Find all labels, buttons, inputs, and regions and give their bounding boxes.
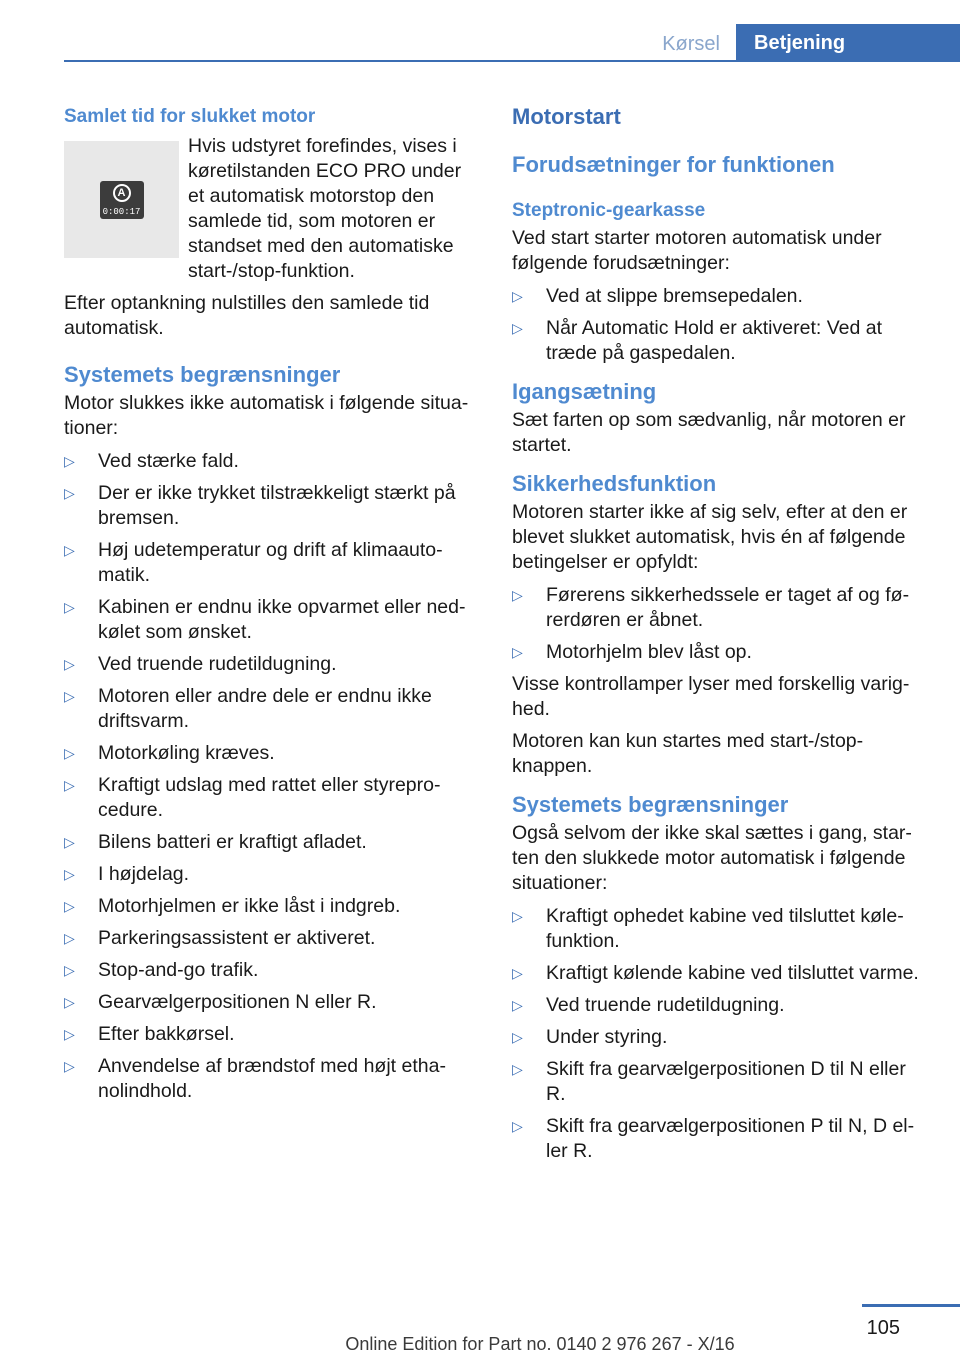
list-item (64, 449, 480, 474)
list-item (64, 652, 480, 677)
list-item (512, 1057, 928, 1107)
header-tab-korsel: Kørsel (662, 33, 720, 55)
heading-igangsaetning: Igangsætning (512, 379, 657, 404)
para-safety-2: Visse kontrollamper lyser med forskellig varighed. (512, 673, 910, 720)
para-total-1: Hvis udstyret forefindes, vises i køretilstanden ECO PRO under et automatisk motorstop den samlede tid, som motoren er standset med den automatiske start-/stop-funktion. (188, 135, 462, 282)
list-item (512, 583, 928, 633)
bullet-triangle-icon: ▷ (512, 644, 523, 660)
list-item-text: Motorkøling kræves. (98, 742, 275, 764)
list-item-text: Kabinen er endnu ikke opvarmet eller nedkølet som ønsket. (98, 596, 466, 643)
bullet-triangle-icon: ▷ (64, 1026, 75, 1042)
page-number: 105 (866, 1317, 900, 1339)
list-item-text: Kraftigt ophedet kabine ved tilsluttet kølefunktion. (546, 905, 904, 952)
bullet-triangle-icon: ▷ (64, 777, 75, 793)
bullet-triangle-icon: ▷ (512, 908, 523, 924)
bullet-triangle-icon: ▷ (64, 542, 75, 558)
list-item (64, 741, 480, 766)
bullet-triangle-icon: ▷ (512, 288, 523, 304)
list-item (64, 862, 480, 887)
bullet-triangle-icon: ▷ (64, 962, 75, 978)
para-safety-3: Motoren kan kun startes med start-/stop-knappen. (512, 730, 864, 777)
left-column (64, 100, 480, 1111)
icon-timer: 0:00:17 (102, 206, 141, 217)
bullet-triangle-icon: ▷ (64, 930, 75, 946)
list-item-text: Under styring. (546, 1026, 668, 1048)
list-item (64, 990, 480, 1015)
list-limits (64, 449, 480, 1104)
bullet-triangle-icon: ▷ (64, 453, 75, 469)
footer-rule (862, 1304, 960, 1307)
list-item-text: Gearvælgerpositionen N eller R. (98, 991, 377, 1013)
auto-start-stop-glyph-icon: A (113, 184, 131, 202)
bullet-triangle-icon: ▷ (512, 587, 523, 603)
right-column (512, 100, 928, 1171)
bullet-triangle-icon: ▷ (64, 866, 75, 882)
bullet-triangle-icon: ▷ (512, 320, 523, 336)
bullet-triangle-icon: ▷ (512, 1029, 523, 1045)
list-item (64, 684, 480, 734)
list-item (512, 316, 928, 366)
list-item-text: Førerens sikkerhedssele er taget af og førerdøren er åbnet. (546, 584, 910, 631)
heading-limits-2: Systemets begrænsninger (512, 792, 789, 817)
list-item-text: Ved truende rudetildugning. (546, 994, 785, 1016)
list-item-text: Motoren eller andre dele er endnu ikke driftsvarm. (98, 685, 432, 732)
bullet-triangle-icon: ▷ (512, 997, 523, 1013)
list-item (64, 538, 480, 588)
heading-safety: Sikkerhedsfunktion (512, 471, 717, 496)
bullet-triangle-icon: ▷ (64, 745, 75, 761)
list-limits-2 (512, 904, 928, 1164)
auto-start-stop-icon (64, 141, 179, 258)
header-rule (64, 60, 960, 62)
heading-steptronic: Steptronic-gearkasse (512, 200, 706, 221)
list-item (64, 481, 480, 531)
list-item-text: Bilens batteri er kraftigt afladet. (98, 831, 367, 853)
list-item (512, 961, 928, 986)
list-item-text: Ved at slippe bremsepedalen. (546, 285, 803, 307)
list-item (64, 830, 480, 855)
list-steptronic (512, 284, 928, 366)
list-item (64, 894, 480, 919)
list-item (64, 1054, 480, 1104)
list-item-text: Anvendelse af brændstof med højt ethanolindhold. (98, 1055, 446, 1102)
bullet-triangle-icon: ▷ (64, 688, 75, 704)
list-item (64, 926, 480, 951)
para-steptronic: Ved start starter motoren automatisk under følgende forudsætninger: (512, 227, 882, 274)
list-item-text: Når Automatic Hold er aktiveret: Ved at træde på gaspedalen. (546, 317, 882, 364)
bullet-triangle-icon: ▷ (512, 1118, 523, 1134)
list-item-text: Kraftigt udslag med rattet eller styreprocedure. (98, 774, 441, 821)
bullet-triangle-icon: ▷ (64, 898, 75, 914)
para-total-2: Efter optankning nulstilles den samlede tid automatisk. (64, 292, 430, 339)
list-item-text: Kraftigt kølende kabine ved tilsluttet varme. (546, 962, 919, 984)
bullet-triangle-icon: ▷ (64, 994, 75, 1010)
heading-total-time: Samlet tid for slukket motor (64, 106, 316, 127)
list-item (64, 1022, 480, 1047)
para-igangsaetning: Sæt farten op som sædvanlig, når motoren er startet. (512, 409, 906, 456)
bullet-triangle-icon: ▷ (64, 485, 75, 501)
list-item (512, 640, 928, 665)
footer-edition: Online Edition for Part no. 0140 2 976 267 - X/16 (345, 1334, 735, 1354)
para-safety: Motoren starter ikke af sig selv, efter at den er blevet slukket automatisk, hvis én af følgende betingelser er opfyldt: (512, 501, 908, 573)
bullet-triangle-icon: ▷ (64, 1058, 75, 1074)
list-item-text: Høj udetemperatur og drift af klimaautomatik. (98, 539, 443, 586)
heading-prerequisites: Forudsætninger for funktionen (512, 152, 835, 177)
list-item-text: Stop-and-go trafik. (98, 959, 259, 981)
para-limits-2: Også selvom der ikke skal sættes i gang, starten den slukkede motor automatisk i følgende situationer: (512, 822, 912, 894)
list-item (64, 595, 480, 645)
list-item (64, 773, 480, 823)
list-item-text: Ved stærke fald. (98, 450, 239, 472)
list-item-text: Skift fra gearvælgerpositionen D til N eller R. (546, 1058, 906, 1105)
heading-motorstart: Motorstart (512, 104, 621, 129)
list-item-text: Motorhjelm blev låst op. (546, 641, 752, 663)
list-item (64, 958, 480, 983)
list-item-text: Motorhjelmen er ikke låst i indgreb. (98, 895, 401, 917)
bullet-triangle-icon: ▷ (512, 1061, 523, 1077)
list-item (512, 1114, 928, 1164)
list-item-text: Efter bakkørsel. (98, 1023, 235, 1045)
icon-display (100, 181, 144, 219)
bullet-triangle-icon: ▷ (64, 834, 75, 850)
list-item-text: Skift fra gearvælgerpositionen P til N, D eller R. (546, 1115, 915, 1162)
bullet-triangle-icon: ▷ (64, 599, 75, 615)
para-limits: Motor slukkes ikke automatisk i følgende situationer: (64, 392, 469, 439)
list-item-text: Ved truende rudetildugning. (98, 653, 337, 675)
list-item (512, 904, 928, 954)
list-item-text: I højdelag. (98, 863, 190, 885)
list-item (512, 284, 928, 309)
bullet-triangle-icon: ▷ (512, 965, 523, 981)
header-tab-betjening: Betjening (736, 24, 960, 62)
list-item (512, 1025, 928, 1050)
list-item-text: Parkeringsassistent er aktiveret. (98, 927, 376, 949)
bullet-triangle-icon: ▷ (64, 656, 75, 672)
list-item-text: Der er ikke trykket tilstrækkeligt stærkt på bremsen. (98, 482, 456, 529)
list-item (512, 993, 928, 1018)
heading-limits: Systemets begrænsninger (64, 362, 341, 387)
list-safety (512, 583, 928, 665)
